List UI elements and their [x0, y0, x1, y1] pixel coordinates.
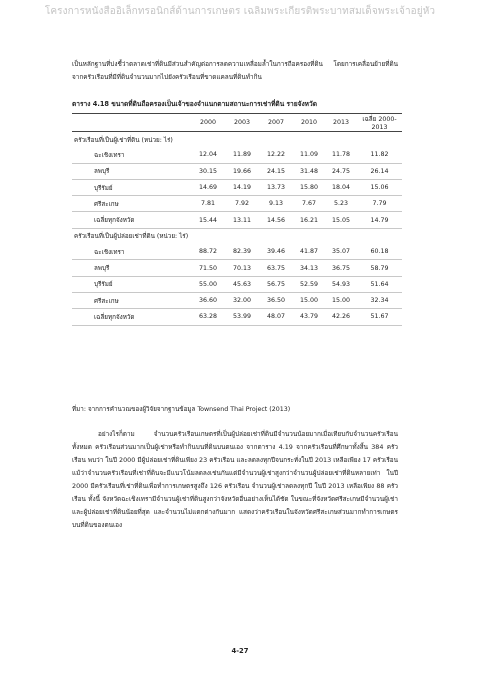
- province-name-cell: ลพบุรี: [72, 163, 191, 179]
- value-cell: 14.79: [357, 212, 402, 228]
- province-name-cell: ฉะเชิงเทรา: [72, 147, 191, 163]
- value-cell: 11.09: [293, 147, 325, 163]
- column-header-blank: [72, 114, 191, 132]
- book-series-header: โครงการหนังสืออิเล็กทรอนิกส์ด้านการเกษตร เฉลิมพระเกียรติพระบาทสมเด็จพระเจ้าอยู่หัว: [44, 6, 436, 17]
- table-row: [72, 276, 402, 292]
- table-group-title: ครัวเรือนที่เป็นผู้เช่าที่ดิน (หน่วย: ไร่): [74, 136, 173, 144]
- table-group-title: ครัวเรือนที่เป็นผู้ปล่อยเช่าที่ดิน (หน่วย: ไร่): [74, 233, 189, 241]
- value-cell: 12.04: [191, 147, 225, 163]
- table-row: [72, 163, 402, 179]
- value-cell: 36.75: [325, 260, 357, 276]
- value-cell: 32.00: [225, 292, 259, 308]
- column-header-2007: 2007: [267, 119, 285, 126]
- value-cell: 43.79: [293, 309, 325, 325]
- column-header-2013: 2013: [332, 119, 350, 126]
- value-cell: 36.50: [259, 292, 293, 308]
- province-name-cell: บุรีรัมย์: [72, 179, 191, 195]
- value-cell: 14.19: [225, 179, 259, 195]
- value-cell: 41.87: [293, 244, 325, 260]
- value-cell: 39.46: [259, 244, 293, 260]
- value-cell: 18.04: [325, 179, 357, 195]
- province-name-cell: บุรีรัมย์: [72, 276, 191, 292]
- value-cell: 16.21: [293, 212, 325, 228]
- land-holding-table: [72, 113, 402, 326]
- column-header-2000: 2000: [199, 119, 217, 126]
- value-cell: 55.00: [191, 276, 225, 292]
- province-name-cell: ลพบุรี: [72, 260, 191, 276]
- value-cell: 36.60: [191, 292, 225, 308]
- table-row: [72, 147, 402, 163]
- value-cell: 34.13: [293, 260, 325, 276]
- body-paragraph: อย่างไรก็ตาม จำนวนครัวเรือนเกษตรที่เป็นผู้ปล่อยเช่าที่ดินมีจำนวนน้อยมากเมื่อเทียบกับจำนวนครัวเรือนทั้งหมด ครัวเรือนส่วนมากเป็นผู้เช่าหรือทำกินบนที่ดินบนตนเอง จากตาราง 4.19 จากครัวเรือนที่ศึกษาทั้งสิ้น 384 ครัวเรือน พบว่า ในปี 2000 มีผู้ปล่อยเช่าที่ดินเพียง 23 ครัวเรือน และลดลงทุกปีจนกระทั่งในปี 2013 เหลือเพียง 17 ครัวเรือน แม้ว่าจำนวนครัวเรือนที่เช่าที่ดินจะมีแนวโน้มลดลงเช่นกันแต่มีจำนวนผู้เช่าสูงกว่าจำนวนผู้ปล่อยเช่าที่ดินหลายเท่า ในปี 2000 มีครัวเรือนที่เช่าที่ดินเพื่อทำการเกษตรสูงถึง 126 ครัวเรือน จำนวนผู้เช่าลดลงทุกปี ในปี 2013 เหลือเพียง 88 ครัวเรือน ทั้งนี้ จังหวัดฉะเชิงเทรามีจำนวนผู้เช่าที่ดินสูงกว่าจังหวัดอื่นอย่างเห็นได้ชัด ในขณะที่จังหวัดศรีสะเกษมีจำนวนผู้เช่าและผู้ปล่อยเช่าที่ดินน้อยที่สุด และจำนวนไม่แตกต่างกันมาก แสดงว่าครัวเรือนในจังหวัดศรีสะเกษส่วนมากทำการเกษตรบนที่ดินของตนเอง: [72, 430, 398, 529]
- province-name-cell: เฉลี่ยทุกจังหวัด: [72, 212, 191, 228]
- value-cell: 24.75: [325, 163, 357, 179]
- value-cell: 26.14: [357, 163, 402, 179]
- table-header-row: [72, 114, 402, 132]
- table-row: [72, 212, 402, 228]
- value-cell: 45.63: [225, 276, 259, 292]
- province-name-cell: เฉลี่ยทุกจังหวัด: [72, 309, 191, 325]
- value-cell: 56.75: [259, 276, 293, 292]
- value-cell: 63.28: [191, 309, 225, 325]
- province-name-cell: ศรีสะเกษ: [72, 292, 191, 308]
- column-header-average: เฉลี่ย 2000-2013: [362, 116, 397, 131]
- value-cell: 51.64: [357, 276, 402, 292]
- value-cell: 7.81: [191, 196, 225, 212]
- value-cell: 11.82: [357, 147, 402, 163]
- value-cell: 48.07: [259, 309, 293, 325]
- value-cell: 19.66: [225, 163, 259, 179]
- value-cell: 13.11: [225, 212, 259, 228]
- value-cell: 15.00: [325, 292, 357, 308]
- value-cell: 7.92: [225, 196, 259, 212]
- value-cell: 32.34: [357, 292, 402, 308]
- table-row: [72, 196, 402, 212]
- value-cell: 14.56: [259, 212, 293, 228]
- value-cell: 15.06: [357, 179, 402, 195]
- table-group-row: [72, 228, 402, 244]
- value-cell: 15.05: [325, 212, 357, 228]
- table-row: [72, 260, 402, 276]
- page-number: 4-27: [231, 647, 249, 655]
- value-cell: 24.15: [259, 163, 293, 179]
- value-cell: 88.72: [191, 244, 225, 260]
- value-cell: 63.75: [259, 260, 293, 276]
- table-row: [72, 292, 402, 308]
- intro-paragraph: เป็นหลักฐานที่บ่งชี้ว่าตลาดเช่าที่ดินมีส่วนสำคัญต่อการลดความเหลื่อมล้ำในการถือครองที่ดิน โดยการเคลื่อนย้ายที่ดินจากครัวเรือนที่มีที่ดินจำนวนมากไปยังครัวเรือนที่ขาดแคลนที่ดินทำกิน: [72, 60, 398, 81]
- value-cell: 42.26: [325, 309, 357, 325]
- value-cell: 60.18: [357, 244, 402, 260]
- value-cell: 9.13: [259, 196, 293, 212]
- province-name-cell: ฉะเชิงเทรา: [72, 244, 191, 260]
- value-cell: 58.79: [357, 260, 402, 276]
- value-cell: 11.89: [225, 147, 259, 163]
- value-cell: 5.23: [325, 196, 357, 212]
- table-source-note: ที่มา: จากการคำนวณของผู้วิจัยจากฐานข้อมูล Townsend Thai Project (2013): [72, 406, 291, 413]
- province-name-cell: ศรีสะเกษ: [72, 196, 191, 212]
- value-cell: 51.67: [357, 309, 402, 325]
- table-caption: ตาราง 4.18 ขนาดที่ดินถือครองเป็นเจ้าของจำแนกตามสถานะการเช่าที่ดิน รายจังหวัด: [72, 100, 318, 108]
- value-cell: 11.78: [325, 147, 357, 163]
- value-cell: 15.00: [293, 292, 325, 308]
- value-cell: 14.69: [191, 179, 225, 195]
- value-cell: 53.99: [225, 309, 259, 325]
- value-cell: 82.39: [225, 244, 259, 260]
- value-cell: 12.22: [259, 147, 293, 163]
- value-cell: 7.79: [357, 196, 402, 212]
- column-header-2003: 2003: [233, 119, 251, 126]
- table-row: [72, 179, 402, 195]
- table-group-row: [72, 132, 402, 148]
- value-cell: 70.13: [225, 260, 259, 276]
- value-cell: 13.73: [259, 179, 293, 195]
- value-cell: 35.07: [325, 244, 357, 260]
- value-cell: 31.48: [293, 163, 325, 179]
- column-header-2010: 2010: [300, 119, 318, 126]
- table-row: [72, 309, 402, 325]
- value-cell: 15.80: [293, 179, 325, 195]
- value-cell: 7.67: [293, 196, 325, 212]
- table-row: [72, 244, 402, 260]
- value-cell: 52.59: [293, 276, 325, 292]
- value-cell: 15.44: [191, 212, 225, 228]
- value-cell: 30.15: [191, 163, 225, 179]
- value-cell: 54.93: [325, 276, 357, 292]
- value-cell: 71.50: [191, 260, 225, 276]
